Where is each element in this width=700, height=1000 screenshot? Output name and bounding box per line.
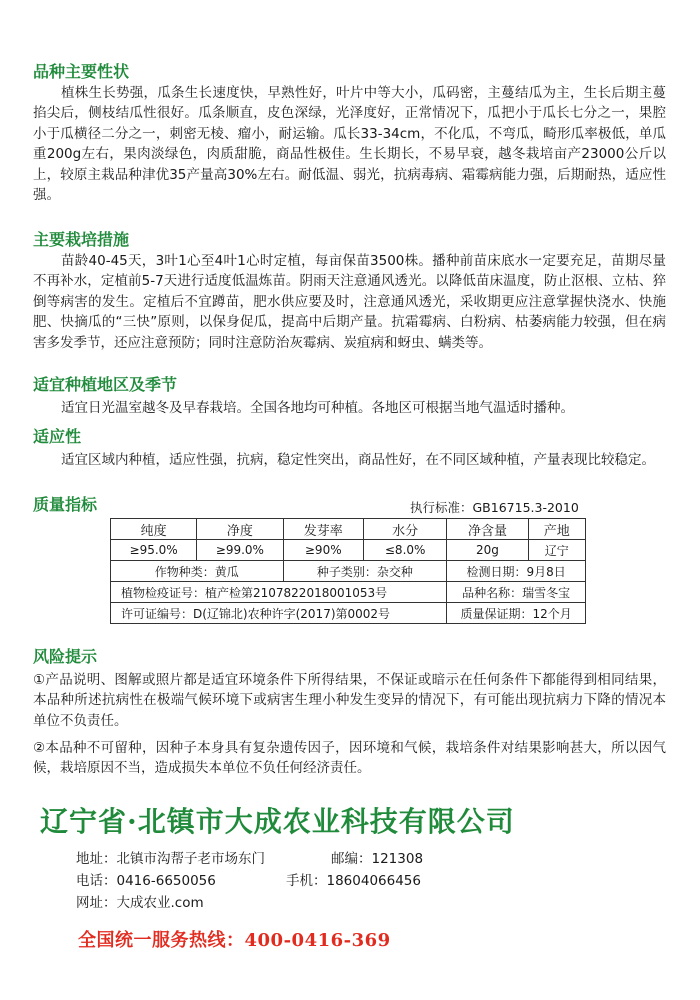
quality-header-row <box>111 519 586 540</box>
company-mobile: 手机：18604066456 <box>286 873 421 889</box>
company-address: 地址：北镇市沟帮子老市场东门 <box>76 851 265 867</box>
region-heading: 适宜种植地区及季节 <box>33 375 178 394</box>
traits-text: 植株生长势强，瓜条生长速度快，早熟性好，叶片中等大小，瓜码密，主蔓结瓜为主，生长后期主蔓掐尖后，侧枝结瓜性很好。瓜条顺直，皮色深绿，光泽度好，正常情况下，瓜把小于瓜长七分之一，果腔小于瓜横径二分之一，刺密无棱、瘤小，耐运输。瓜长33-34cm，不化瓜，不弯瓜，畸形瓜率极低，单瓜重200g左右，果肉淡绿色，肉质甜脆，商品性极佳。生长期长，不易早衰，越冬栽培亩产23000公斤以上，较原主栽品种津优35产量高30%左右。耐低温、弱光，抗病毒病、霜霉病能力强，后期耐热，适应性强。 <box>33 85 666 204</box>
risk-item-1: ①产品说明、图解或照片都是适宜环境条件下所得结果，不保证或暗示在任何条件下都能得到相同结果，本品种所述抗病性在极端气候环境下或病害生理小种发生变异的情况下，有可能出现抗病力下降的情况本单位不负责任。 <box>33 672 666 729</box>
adaptability-text: 适宜区域内种植，适应性强，抗病，稳定性突出，商品性好，在不同区域种植，产量表现比较稳定。 <box>61 452 655 468</box>
quality-table <box>110 518 586 624</box>
warranty-period: 质量保证期：12个月 <box>447 603 586 624</box>
quality-info-row <box>111 582 586 603</box>
adaptability-heading: 适应性 <box>33 427 82 446</box>
seed-type: 种子类别：杂交种 <box>283 561 447 582</box>
traits-heading: 品种主要性状 <box>33 62 130 81</box>
header-origin: 产地 <box>528 519 585 540</box>
service-hotline: 全国统一服务热线：400-0416-369 <box>78 930 391 951</box>
crop-type: 作物种类：黄瓜 <box>111 561 284 582</box>
header-cleanliness: 净度 <box>197 519 283 540</box>
quarantine-number: 植物检疫证号：植产检第2107822018001053号 <box>111 582 447 603</box>
value-cleanliness: ≥99.0% <box>197 540 283 561</box>
header-net-content: 净含量 <box>447 519 528 540</box>
value-moisture: ≤8.0% <box>363 540 446 561</box>
header-moisture: 水分 <box>363 519 446 540</box>
cultivation-heading: 主要栽培措施 <box>33 230 130 249</box>
company-postcode: 邮编：121308 <box>331 851 424 867</box>
quality-heading: 质量指标 <box>33 495 98 514</box>
header-germination: 发芽率 <box>283 519 363 540</box>
variety-name: 品种名称：瑞雪冬宝 <box>447 582 586 603</box>
quality-info-row <box>111 561 586 582</box>
value-purity: ≥95.0% <box>111 540 197 561</box>
header-purity: 纯度 <box>111 519 197 540</box>
quality-info-row <box>111 603 586 624</box>
value-germination: ≥90% <box>283 540 363 561</box>
risk-heading: 风险提示 <box>33 647 98 666</box>
execution-standard: 执行标准：GB16715.3-2010 <box>410 500 579 515</box>
quality-value-row <box>111 540 586 561</box>
company-phone: 电话：0416-6650056 <box>76 873 216 889</box>
company-name: 辽宁省·北镇市大成农业科技有限公司 <box>40 805 515 838</box>
value-net-content: 20g <box>447 540 528 561</box>
cultivation-text: 苗龄40-45天，3叶1心至4叶1心时定植，每亩保苗3500株。播种前苗床底水一定要充足，苗期尽量不再补水，定植前5-7天进行适度低温炼苗。阴雨天注意通风透光。以降低苗床温度，防止沤根、立枯、猝倒等病害的发生。定植后不宜蹲苗，肥水供应要及时，注意通风透光，采收期更应注意掌握快浇水、快施肥、快摘瓜的“三快”原则，以保身促瓜，提高中后期产量。抗霜霉病、白粉病、枯萎病能力较强，但在病害多发季节，还应注意预防；同时注意防治灰霉病、炭疽病和蚜虫、螨类等。 <box>33 253 666 351</box>
value-origin: 辽宁 <box>528 540 585 561</box>
company-website: 网址：大成农业.com <box>76 895 204 911</box>
region-text: 适宜日光温室越冬及早春栽培。全国各地均可种植。各地区可根据当地气温适时播种。 <box>61 400 574 416</box>
test-date: 检测日期：9月8日 <box>447 561 586 582</box>
risk-item-2: ②本品种不可留种，因种子本身具有复杂遗传因子，因环境和气候，栽培条件对结果影响甚大，所以因气候，栽培原因不当，造成损失本单位不负任何经济责任。 <box>33 740 666 777</box>
license-number: 许可证编号：D(辽锦北)农种许字(2017)第0002号 <box>111 603 447 624</box>
